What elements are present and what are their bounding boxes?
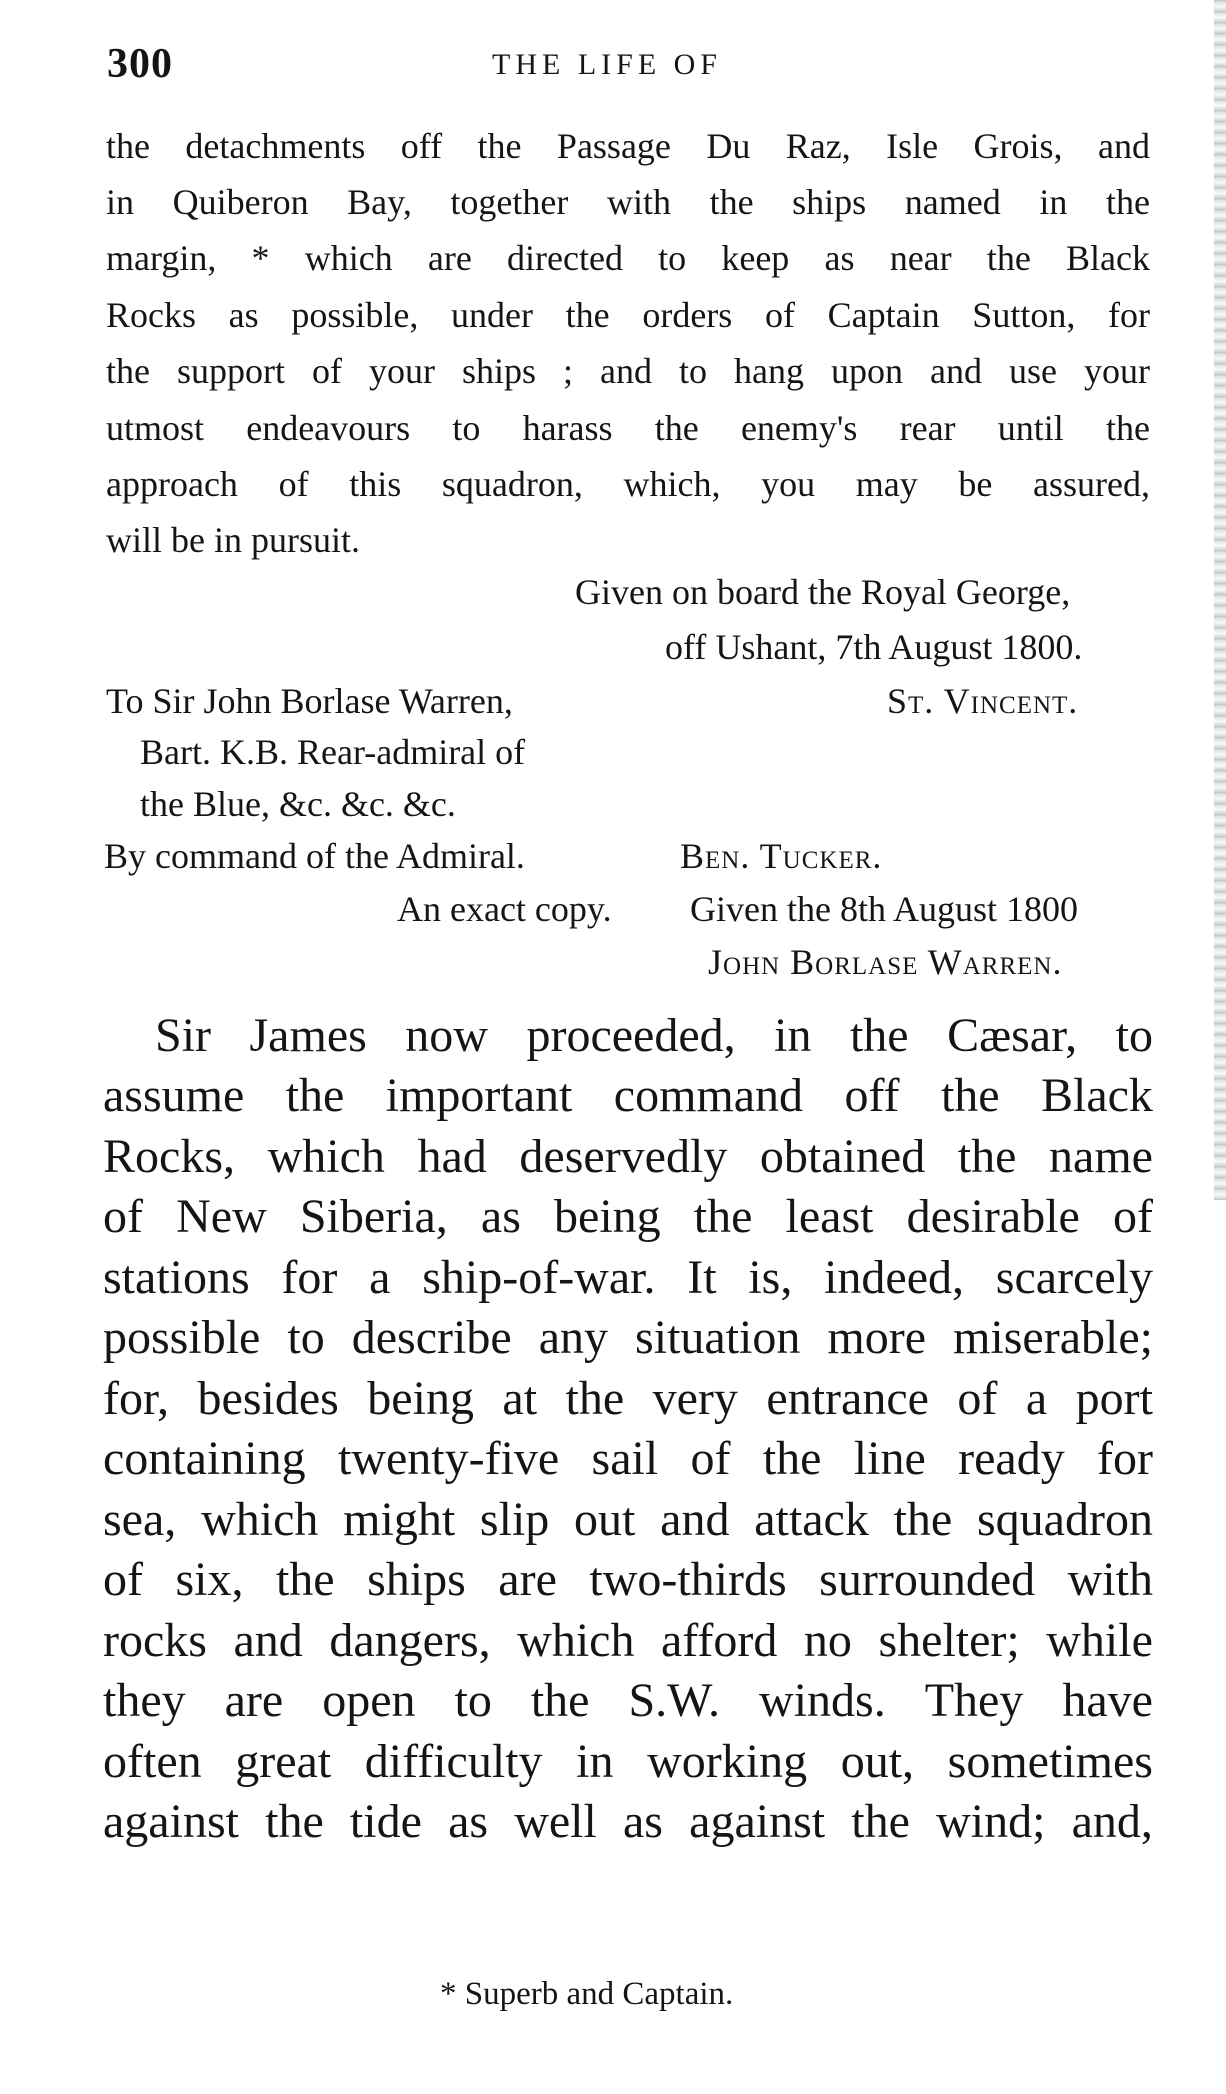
word: to [679,351,708,391]
word: Grois, [973,126,1063,166]
word: more [827,1311,927,1364]
word: orders [642,295,733,335]
word: being [367,1372,474,1425]
word: two-thirds [589,1553,787,1606]
word: the [565,1372,625,1425]
word: is, [748,1251,793,1304]
word: the [762,1432,822,1485]
body-line [103,1311,1153,1364]
word: ships [792,182,867,222]
word: port [1075,1372,1153,1425]
word: the [851,1795,910,1848]
copy-line: An exact copy. [397,889,612,929]
letter-line [106,240,1150,276]
word: endeavours [246,408,411,448]
word: the [986,238,1031,278]
word: S.W. [628,1674,721,1727]
word: Passage [556,126,671,166]
word: twenty-five [337,1432,560,1485]
word: Captain [827,295,940,335]
word: in [106,182,135,222]
word: for [281,1251,338,1304]
word: Rocks, [103,1130,235,1183]
command-line: By command of the Admiral. [104,836,525,876]
word: of [278,464,309,504]
word: as [448,1795,489,1848]
copy-date: Given the 8th August 1800 [690,889,1078,929]
word: surrounded [819,1553,1036,1606]
body-line [103,1614,1153,1667]
word: tide [349,1795,422,1848]
word: to [454,1674,492,1727]
word: to [287,1311,325,1364]
word: support [176,351,285,391]
word: assured, [1033,464,1150,504]
word: under [451,295,533,335]
word: the [106,351,150,391]
word: ready [958,1432,1065,1485]
word: had [417,1130,487,1183]
word: sometimes [947,1735,1153,1788]
word: to [452,408,481,448]
word: Bay, [347,182,412,222]
word: entrance [766,1372,929,1425]
body-line [103,1735,1153,1788]
word: a [1025,1372,1048,1425]
word: this [349,464,402,504]
word: indeed, [824,1251,965,1304]
word: important [385,1069,573,1122]
word: upon [831,351,904,391]
word: be [958,464,993,504]
page-edge-shadow [1214,0,1226,1200]
word: slip [479,1493,550,1546]
body-line [103,1553,1153,1606]
word: ; [563,351,574,391]
word: the [265,1795,324,1848]
word: of [1112,1190,1153,1243]
word: rocks [103,1614,207,1667]
word: directed [507,238,623,278]
letter-line [106,466,1150,502]
word: your [1084,351,1150,391]
body-line [103,1372,1153,1425]
word: the [957,1130,1017,1183]
body-line [103,1795,1153,1848]
word: hang [734,351,805,391]
word: situation [635,1311,801,1364]
letter-line-last: will be in pursuit. [106,520,360,560]
body-line [103,1674,1153,1727]
word: desirable [906,1190,1080,1243]
word: the [477,126,522,166]
word: to [1115,1009,1153,1062]
body-line [103,1069,1153,1122]
word: the [275,1553,335,1606]
word: sea, [103,1493,177,1546]
word: and [1097,126,1150,166]
word: attack [754,1493,869,1546]
word: out [574,1493,636,1546]
word: may [855,464,918,504]
word: the [565,295,610,335]
word: the [1105,182,1150,222]
word: and [660,1493,730,1546]
word: which [304,238,393,278]
word: with [606,182,671,222]
word: for [1108,295,1150,335]
word: the [709,182,754,222]
word: six, [175,1553,244,1606]
word: against [103,1795,239,1848]
word: they [103,1674,186,1727]
word: no [803,1614,852,1667]
word: any [538,1311,609,1364]
word: off [400,126,443,166]
body-line [103,1130,1153,1183]
word: scarcely [995,1251,1153,1304]
word: assume [103,1069,245,1122]
word: the [106,126,150,166]
word: with [1067,1553,1153,1606]
addressee-line-1: To Sir John Borlase Warren, [106,681,513,721]
word: sail [591,1432,659,1485]
word: squadron, [441,464,583,504]
word: near [889,238,952,278]
word: being [554,1190,661,1243]
word: the [1105,408,1150,448]
word: of [103,1190,143,1243]
addressee-line-2: Bart. K.B. Rear-admiral of [140,732,526,772]
letter-line [106,297,1150,333]
body-line [103,1432,1153,1485]
word: and [930,351,982,391]
word: Du [706,126,751,166]
word: working [647,1735,808,1788]
letter-line [106,184,1150,220]
word: describe [351,1311,512,1364]
word: detachments [185,126,366,166]
word: margin, [106,238,217,278]
signer-st-vincent: St. Vincent. [887,681,1079,721]
given-line-2: off Ushant, 7th August 1800. [665,627,1083,667]
word: difficulty [364,1735,543,1788]
word: besides [197,1372,339,1425]
word: while [1046,1614,1153,1667]
word: shelter; [878,1614,1020,1667]
word: the [693,1190,753,1243]
word: utmost [106,408,205,448]
word: your [368,351,435,391]
word: They [924,1674,1024,1727]
word: deservedly [519,1130,728,1183]
word: which [517,1614,635,1667]
word: afford [661,1614,778,1667]
word: line [853,1432,926,1485]
word: Raz, [785,126,851,166]
word: miserable; [953,1311,1153,1364]
word: enemy's [740,408,858,448]
word: Siberia, [299,1190,448,1243]
word: until [997,408,1064,448]
word: for, [103,1372,170,1425]
given-line-1: Given on board the Royal George, [575,572,1071,612]
page-number: 300 [107,41,173,87]
word: dangers, [329,1614,491,1667]
word: and, [1071,1795,1153,1848]
word: rear [899,408,956,448]
letter-line [106,128,1150,164]
word: well [514,1795,597,1848]
body-line [103,1190,1153,1243]
word: command [613,1069,804,1122]
letter-line [106,410,1150,446]
word: to [658,238,687,278]
word: possible, [291,295,419,335]
word: open [322,1674,416,1727]
word: Cæsar, [947,1009,1078,1062]
word: which [201,1493,319,1546]
word: in [774,1009,812,1062]
word: containing [103,1432,306,1485]
word: * [251,238,270,278]
word: ship-of-war. [422,1251,656,1304]
word: are [427,238,472,278]
word: use [1009,351,1057,391]
word: New [176,1190,267,1243]
word: squadron [977,1493,1153,1546]
word: Quiberon [172,182,309,222]
word: have [1062,1674,1153,1727]
word: often [103,1735,202,1788]
word: which, [623,464,721,504]
letter-line [106,353,1150,389]
word: ships [461,351,537,391]
word: of [311,351,342,391]
body-line [103,1493,1153,1546]
word: Isle [886,126,939,166]
word: James [249,1009,367,1062]
word: of [103,1553,143,1606]
word: Black [1040,1069,1153,1122]
word: are [224,1674,284,1727]
signer-john-borlase-warren: John Borlase Warren. [708,942,1063,982]
word: which [267,1130,385,1183]
word: named [904,182,1001,222]
word: the [530,1674,590,1727]
word: against [689,1795,826,1848]
word: keep [721,238,790,278]
word: ships [367,1553,466,1606]
footnote: * Superb and Captain. [440,1976,734,2012]
word: proceeded, [526,1009,736,1062]
word: great [235,1735,332,1788]
word: of [690,1432,731,1485]
word: and [600,351,653,391]
word: as [228,295,259,335]
addressee-line-3: the Blue, &c. &c. &c. [140,784,456,824]
word: Sutton, [972,295,1076,335]
word: winds. [759,1674,886,1727]
body-line [103,1251,1153,1304]
word: harass [522,408,613,448]
word: are [498,1553,557,1606]
word: off [844,1069,900,1122]
word: the [893,1493,953,1546]
word: together [450,182,569,222]
word: name [1049,1130,1153,1183]
word: for [1097,1432,1153,1485]
word: now [405,1009,488,1062]
running-title: THE LIFE OF [492,48,722,81]
word: might [343,1493,456,1546]
word: in [576,1735,614,1788]
word: as [824,238,855,278]
word: in [1039,182,1068,222]
signer-ben-tucker: Ben. Tucker. [680,836,883,876]
word: at [502,1372,538,1425]
word: and [233,1614,303,1667]
word: the [285,1069,345,1122]
word: you [761,464,816,504]
word: stations [103,1251,250,1304]
word: wind; [936,1795,1046,1848]
word: out, [840,1735,915,1788]
body-line [155,1009,1153,1062]
word: Rocks [106,295,196,335]
word: of [957,1372,998,1425]
word: Sir [155,1009,212,1062]
word: as [623,1795,663,1848]
word: of [764,295,795,335]
word: obtained [759,1130,926,1183]
word: the [654,408,699,448]
word: as [480,1190,521,1243]
word: least [785,1190,874,1243]
word: a [369,1251,391,1304]
word: possible [103,1311,261,1364]
word: the [940,1069,1000,1122]
word: Black [1066,238,1150,278]
word: It [687,1251,717,1304]
word: approach [106,464,238,504]
word: the [849,1009,909,1062]
word: very [652,1372,738,1425]
